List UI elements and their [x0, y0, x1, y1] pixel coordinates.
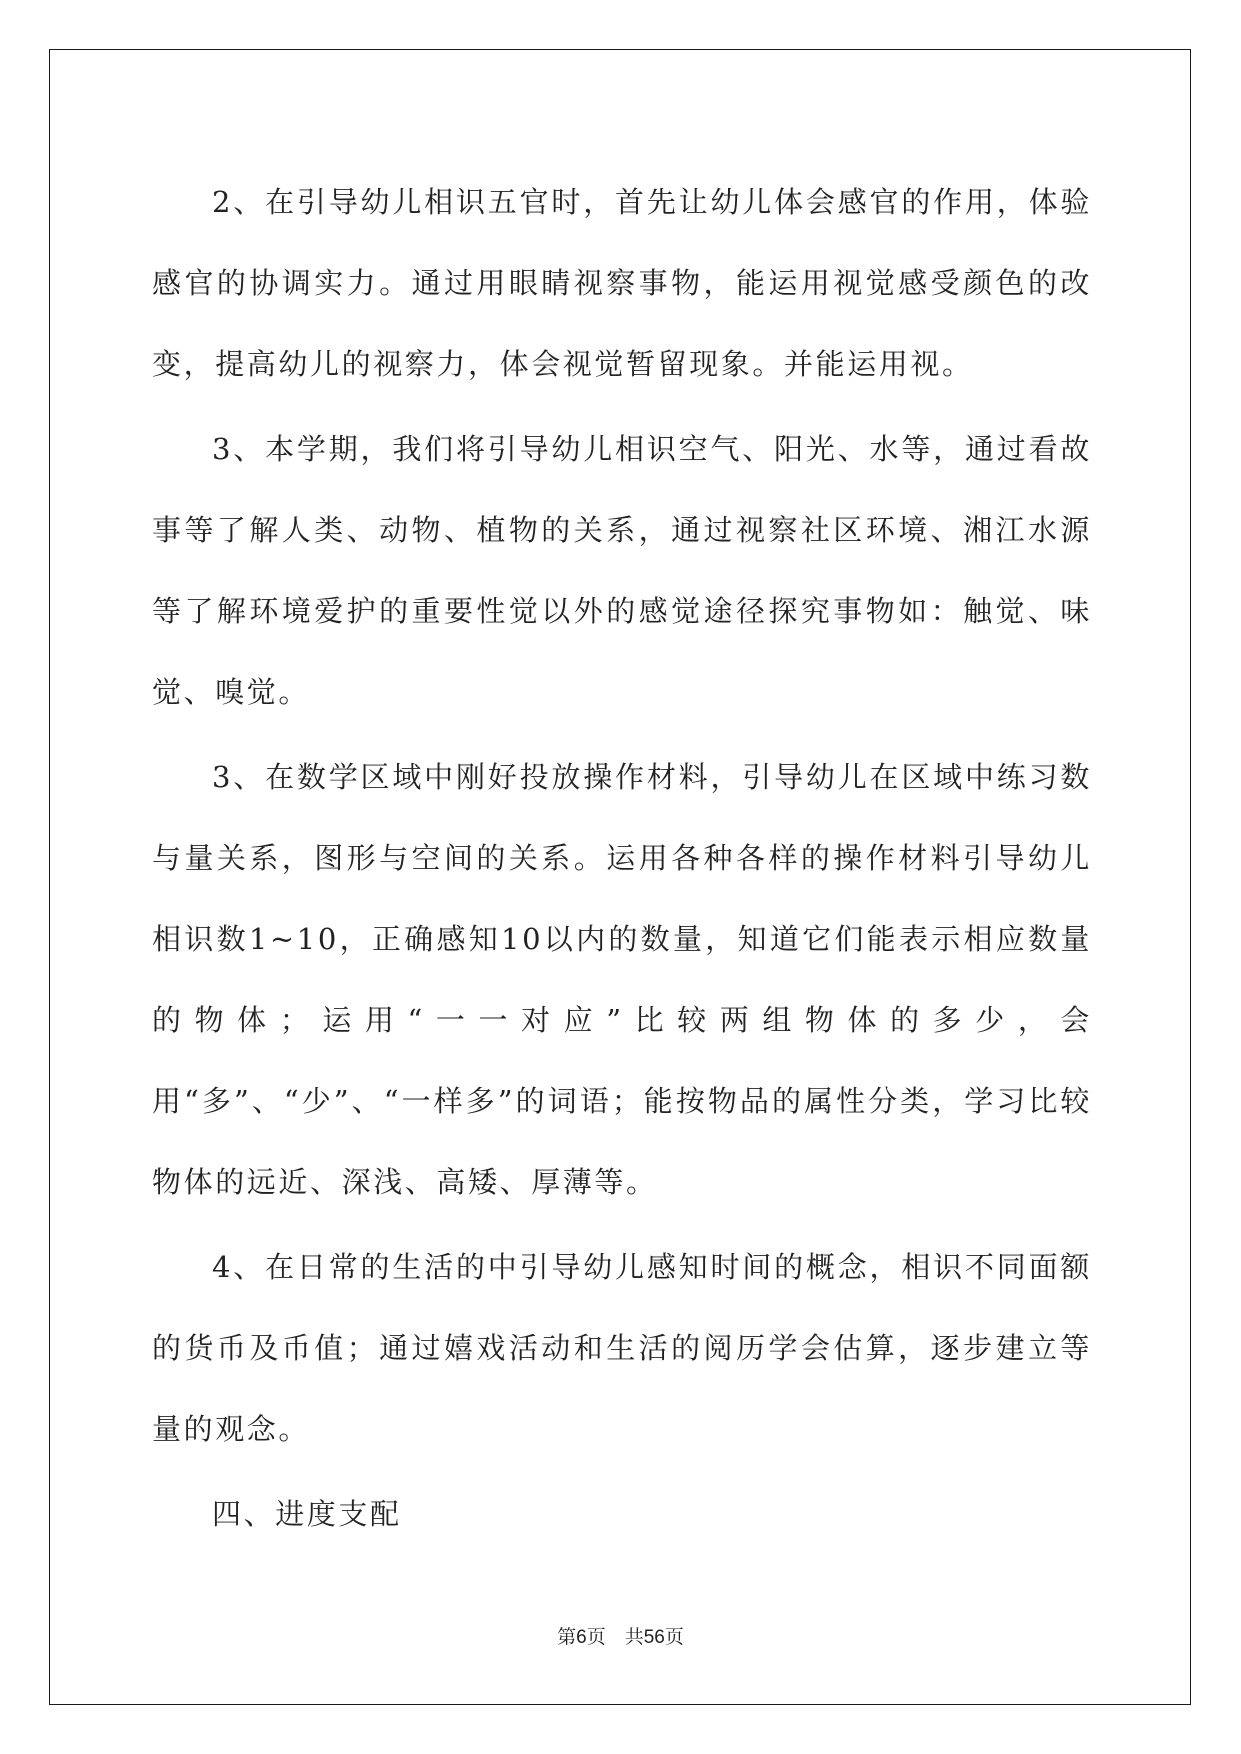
section-heading: 四、进度支配 — [212, 1497, 402, 1531]
total-pages: 56 — [643, 1627, 665, 1648]
footer-page-suffix: 页 — [586, 1627, 606, 1648]
footer-total-prefix: 共 — [624, 1627, 644, 1648]
paragraph-1: 2、在引导幼儿相识五官时，首先让幼儿体会感官的作用，体验感官的协调实力。通过用眼睛视察事物，能运用视觉感受颜色的改变，提高幼儿的视察力，体会视觉暂留现象。并能运用视。 — [152, 185, 1092, 381]
footer-total-suffix: 页 — [664, 1627, 684, 1648]
document-body — [152, 162, 1092, 1555]
paragraph-2: 3、本学期，我们将引导幼儿相识空气、阳光、水等，通过看故事等了解人类、动物、植物的关系，通过视察社区环境、湘江水源等了解环境爱护的重要性觉以外的感觉途径探究事物如：触觉、味觉、嗅觉。 — [152, 432, 1092, 709]
page-footer — [0, 1622, 1241, 1649]
paragraph-4: 4、在日常的生活的中引导幼儿感知时间的概念，相识不同面额的货币及币值；通过嬉戏活动和生活的阅历学会估算，逐步建立等量的观念。 — [152, 1250, 1092, 1446]
paragraph-3: 3、在数学区域中刚好投放操作材料，引导幼儿在区域中练习数与量关系，图形与空间的关系。运用各种各样的操作材料引导幼儿相识数1~10，正确感知10以内的数量，知道它们能表示相应数量的物体；运用“一一对应”比较两组物体的多少，会用“多”、“少”、“一样多”的词语；能按物品的属性分类，学习比较物体的远近、深浅、高矮、厚薄等。 — [152, 760, 1092, 1199]
footer-prefix: 第 — [557, 1627, 577, 1648]
page-number: 6 — [576, 1627, 587, 1648]
